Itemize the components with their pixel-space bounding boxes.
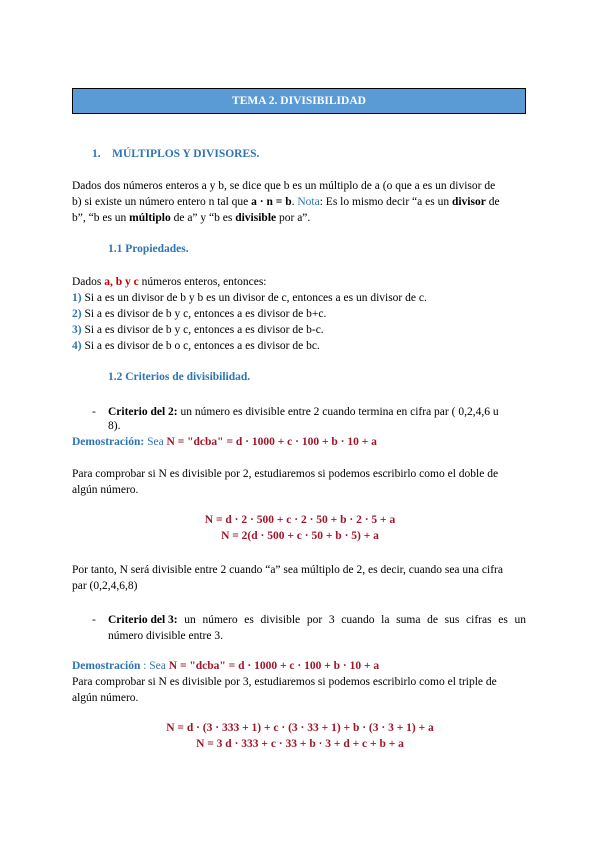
subsection-heading-criteria: 1.2 Criterios de divisibilidad. <box>108 371 251 383</box>
term-divisible: divisible <box>235 212 277 224</box>
page-title: TEMA 2. DIVISIBILIDAD <box>72 88 526 114</box>
text-run: números enteros, entonces: <box>138 276 267 288</box>
item-text: Si a es un divisor de b y b es un divisor de c, entonces a es un divisor de c. <box>81 292 427 304</box>
text-run: Sea <box>144 436 167 448</box>
property-item <box>72 338 320 354</box>
word: 3 <box>328 614 335 626</box>
equation-line: N = 3 d · 333 + c · 33 + b · 3 + d + c + b + a <box>196 738 404 750</box>
definition-line-3 <box>72 210 310 226</box>
equation-text: a · n = b <box>251 196 292 208</box>
term-multiplo: múltiplo <box>129 212 171 224</box>
equation-text: N = "dcba" = d · 1000 + c · 100 + b · 10 + a <box>168 660 380 672</box>
bullet-dash: - <box>92 614 96 626</box>
criterion-2-line-2: 8). <box>108 420 121 432</box>
section-number: 1. <box>92 148 101 160</box>
paragraph-line: par (0,2,4,6,8) <box>72 580 138 592</box>
criterion-3-line-2: número divisible entre 3. <box>108 630 223 642</box>
paragraph-line: Para comprobar si N es divisible por 3, estudiaremos si podemos escribirlo como el triple de <box>72 676 497 688</box>
word: un <box>514 614 526 626</box>
word: es <box>244 614 254 626</box>
word: es <box>498 614 508 626</box>
word: cifras <box>466 614 492 626</box>
item-number: 3) <box>72 324 82 336</box>
section-heading-1 <box>92 148 259 160</box>
text-run: b”, “b es un <box>72 212 130 224</box>
demonstration-label: Demostración: <box>72 436 145 448</box>
paragraph-line: algún número. <box>72 692 139 704</box>
word: divisible <box>260 614 301 626</box>
bullet-dash: - <box>92 406 96 418</box>
property-item <box>72 322 324 338</box>
criterion-label: Criterio del 3: <box>108 614 178 626</box>
demonstration-label: Demostración <box>72 660 141 672</box>
criterion-text: un número es divisible entre 2 cuando termina en cifra par ( 0,2,4,6 u <box>177 406 499 418</box>
equation-line: N = d · (3 · 333 + 1) + c · (3 · 33 + 1) + b · (3 · 3 + 1) + a <box>166 722 434 734</box>
item-number: 4) <box>72 340 82 352</box>
item-number: 2) <box>72 308 82 320</box>
demonstration-3 <box>72 658 379 674</box>
equation-text: N = "dcba" = d · 1000 + c · 100 + b · 10 + a <box>166 436 377 448</box>
equation-line: N = 2(d · 500 + c · 50 + b · 5) + a <box>221 530 379 542</box>
subsection-heading-properties: 1.1 Propiedades. <box>108 243 189 255</box>
term-divisor: divisor <box>451 196 486 208</box>
word: un <box>184 614 196 626</box>
word: por <box>306 614 323 626</box>
word: cuando <box>341 614 375 626</box>
item-number: 1) <box>72 292 82 304</box>
text-run: de a” y “b es <box>170 212 236 224</box>
text-run: por a”. <box>276 212 311 224</box>
item-text: Si a es divisor de b o c, entonces a es divisor de bc. <box>81 340 320 352</box>
word: número <box>202 614 238 626</box>
criterion-2-line-1 <box>108 404 499 420</box>
text-run: de <box>485 196 500 208</box>
word: de <box>427 614 438 626</box>
word: sus <box>444 614 460 626</box>
definition-line-2: b) si existe un número entero n tal que a · n = b. Nota: Es lo mismo decir “a es un divisor de <box>72 196 500 208</box>
note-label: Nota <box>297 196 320 208</box>
paragraph-line: algún número. <box>72 484 139 496</box>
demonstration-2 <box>72 434 377 450</box>
text-run: b) si existe un número entero n tal que <box>72 196 252 208</box>
paragraph-line: Para comprobar si N es divisible por 2, estudiaremos si podemos escribirlo como el doble de <box>72 468 499 480</box>
properties-intro <box>72 274 267 290</box>
variables-abc: a, b y c <box>104 276 139 288</box>
text-run: Dados <box>72 276 105 288</box>
definition-line-1: Dados dos números enteros a y b, se dice que b es un múltiplo de a (o que a es un divisor de <box>72 180 496 192</box>
equation-line: N = d · 2 · 500 + c · 2 · 50 + b · 2 · 5 + a <box>204 514 396 526</box>
text-run: : Es lo mismo decir “a es un <box>319 196 452 208</box>
criterion-3-line-1 <box>108 612 526 628</box>
property-item <box>72 306 326 322</box>
property-item <box>72 290 427 306</box>
section-title: MÚLTIPLOS Y DIVISORES. <box>112 148 260 160</box>
text-run: : Sea <box>140 660 169 672</box>
paragraph-line: Por tanto, N será divisible entre 2 cuando “a” sea múltiplo de 2, es decir, cuando sea una cifra <box>72 564 503 576</box>
item-text: Si a es divisor de b y c, entonces a es divisor de b-c. <box>81 324 324 336</box>
word: la <box>381 614 390 626</box>
word: suma <box>396 614 421 626</box>
criterion-label: Criterio del 2: <box>108 406 178 418</box>
item-text: Si a es divisor de b y c, entonces a es divisor de b+c. <box>81 308 327 320</box>
